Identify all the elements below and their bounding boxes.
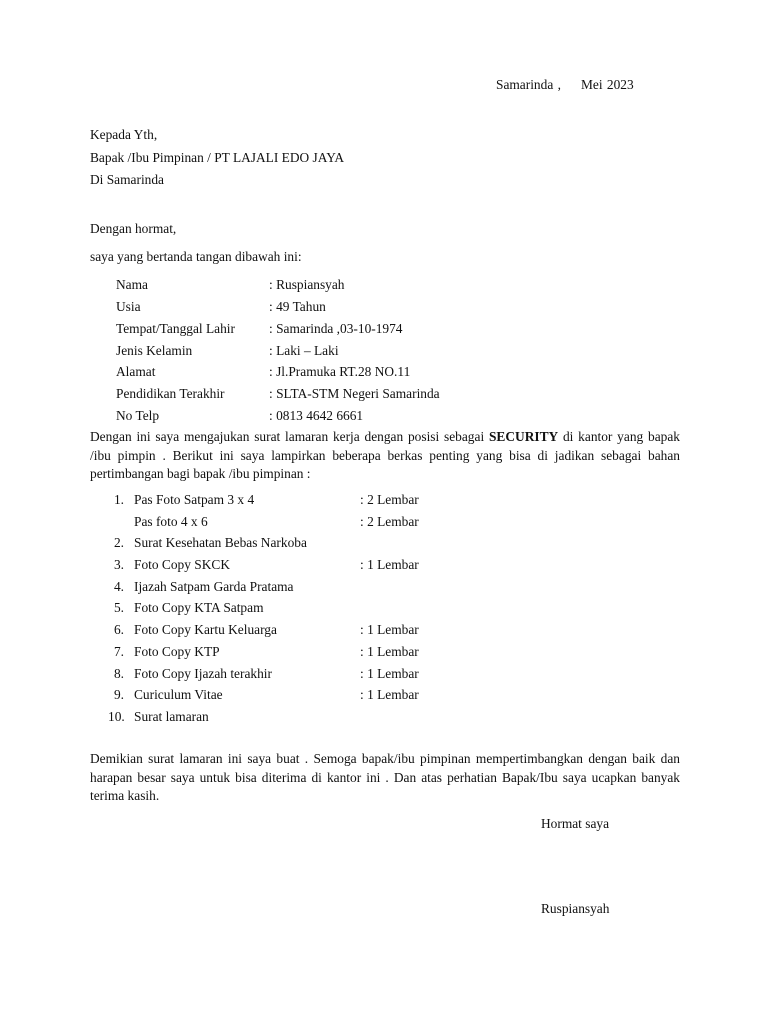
list-number: 9. [113,687,124,702]
list-item-quantity: : 1 Lembar [360,644,419,659]
list-item-text: Pas Foto Satpam 3 x 4 [134,492,255,507]
list-number: 2. [113,535,124,550]
list-item-text: Foto Copy KTP [134,644,220,659]
identity-label: Pendidikan Terakhir [116,386,225,401]
identity-value: : Samarinda ,03-10-1974 [269,321,403,336]
list-item-text: Surat Kesehatan Bebas Narkoba [134,535,307,550]
recipient-line-1: Kepada Yth, [90,127,158,142]
identity-value: : 0813 4642 6661 [269,408,364,423]
recipient-line-2: Bapak /Ibu Pimpinan / PT LAJALI EDO JAYA [90,150,345,165]
identity-label: Jenis Kelamin [116,343,193,358]
identity-label: Tempat/Tanggal Lahir [116,321,235,336]
list-item-quantity: : 2 Lembar [360,492,419,507]
list-item-text: Foto Copy Kartu Keluarga [134,622,277,637]
identity-label: Nama [116,277,148,292]
list-item-text: Curiculum Vitae [134,687,223,702]
identity-value: : Jl.Pramuka RT.28 NO.11 [269,364,411,379]
list-item-text: Foto Copy SKCK [134,557,230,572]
list-item-quantity: : 1 Lembar [360,622,419,637]
list-item-text: Pas foto 4 x 6 [134,514,208,529]
application-paragraph [90,428,680,484]
list-item-quantity: : 1 Lembar [360,687,419,702]
letter-date [496,77,634,93]
list-number: 7. [113,644,124,659]
intro-text: saya yang bertanda tangan dibawah ini: [90,249,302,264]
list-number: 4. [113,579,124,594]
date-city: Samarinda , [496,77,561,92]
identity-label: No Telp [116,408,160,423]
application-position: SECURITY [488,429,559,444]
application-text-after: di kantor yang bapak /ibu pimpin . Berikut ini saya lampirkan beberapa berkas penting yang bisa di jadikan sebagai bahan pertimbangan bagi bapak /ibu pimpinan : [90,429,680,481]
signature-name: Ruspiansyah [541,901,610,916]
list-item-text: Ijazah Satpam Garda Pratama [134,579,294,594]
list-number: 3. [113,557,124,572]
list-item-text: Surat lamaran [134,709,209,724]
application-text-before: Dengan ini saya mengajukan surat lamaran kerja dengan posisi sebagai [90,429,489,444]
salutation: Dengan hormat, [90,221,177,236]
identity-value: : Ruspiansyah [269,277,345,292]
list-number: 6. [113,622,124,637]
signature-greeting: Hormat saya [541,816,610,831]
identity-value: : Laki – Laki [269,343,339,358]
list-item-quantity: : 1 Lembar [360,666,419,681]
identity-label: Alamat [116,364,156,379]
identity-value: : SLTA-STM Negeri Samarinda [269,386,440,401]
identity-value: : 49 Tahun [269,299,326,314]
recipient-line-3: Di Samarinda [90,172,165,187]
list-number: 5. [113,600,124,615]
list-item-quantity: : 1 Lembar [360,557,419,572]
closing-paragraph: Demikian surat lamaran ini saya buat . Semoga bapak/ibu pimpinan mempertimbangkan dengan baik dan harapan besar saya untuk bisa diterima di kantor ini . Dan atas perhatian Bapak/Ibu saya ucapkan banyak terima kasih. [90,751,680,803]
date-month-year: Mei 2023 [580,77,634,92]
list-number: 8. [113,666,124,681]
identity-label: Usia [116,299,141,314]
list-number: 10. [108,709,125,724]
list-item-text: Foto Copy KTA Satpam [134,600,264,615]
list-item-text: Foto Copy Ijazah terakhir [134,666,272,681]
list-item-quantity: : 2 Lembar [360,514,419,529]
list-number: 1. [113,492,124,507]
